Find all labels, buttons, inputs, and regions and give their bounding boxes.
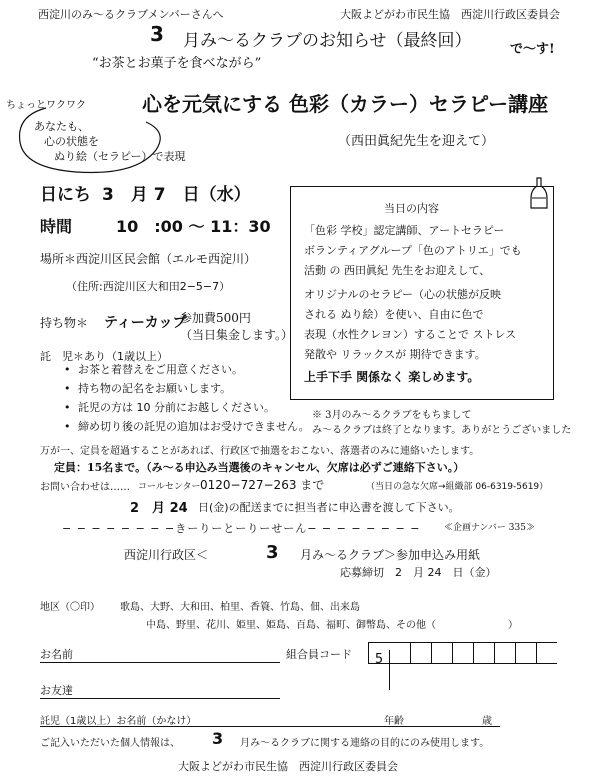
area-options-row-1[interactable]: 歌島、大野、大和田、柏里、香簑、竹島、佃、出来島 [120, 602, 360, 613]
items-value: ティーカップ [104, 315, 187, 331]
side-note-line-4: ぬり絵（セラピー）で表現 [54, 150, 186, 163]
time-label: 時間 [40, 217, 73, 236]
program-line-1: 「色彩 学校」認定講師、アートセラピー [304, 224, 505, 237]
list-item: • 託児の方は 10 分前にお越しください。 [64, 398, 310, 417]
cut-line: − − − − − − − −きーりーとーりーせーん− − − − − − − − [62, 522, 421, 535]
contact-emergency: （当日の急な欠席→組織部 06-6319-5619） [366, 482, 549, 492]
place-line: 場所＊西淀川区民会館（エルモ西淀川） [40, 252, 257, 266]
sender-line: 大阪よどがわ市民生協 西淀川行政区委員会 [340, 8, 560, 21]
final-note-line-1: ※ 3月のみ〜るクラブをもちまして [312, 410, 472, 421]
friend-field[interactable] [40, 698, 280, 699]
side-note-line-1: ちょっとワクワク [6, 100, 86, 111]
name-field[interactable] [40, 662, 280, 663]
program-line-8: 上手下手 関係なく 楽しめます。 [304, 370, 480, 384]
project-number: ≪企画ナンバー 335≫ [444, 523, 535, 533]
address-line: （住所:西淀川区大和田2−5−7） [66, 280, 231, 293]
recipient-line: 西淀川のみ〜るクラブメンバーさんへ [38, 8, 224, 21]
program-line-7: 発散や リラックスが 期待できます。 [304, 348, 486, 361]
program-line-6: 表現（水性クレヨン）することで ストレス [304, 328, 517, 341]
member-code-digit[interactable] [369, 670, 390, 690]
contact-center-label: コールセンター [138, 482, 201, 492]
area-close-paren: ） [508, 620, 518, 631]
age-unit: 歳 [482, 716, 492, 727]
title-month: 3 [150, 22, 164, 46]
program-line-2: ボランティアグループ「色のアトリエ」でも [304, 244, 522, 257]
time-value: 10 :00 〜 11：30 [116, 217, 271, 236]
member-code-digit[interactable] [474, 643, 495, 663]
privacy-pre: ご記入いただいた個人情報は、 [40, 738, 180, 749]
area-label: 地区（〇印） [40, 602, 100, 613]
event-name: 心を元気にする 色彩（カラー）セラピー講座 [142, 92, 549, 116]
member-code-digit[interactable] [432, 643, 453, 663]
final-note-line-2: み〜るクラブは終了となります。ありがとうございました [312, 425, 572, 436]
lottery-notice: 万が一、定員を超過することがあれば、行政区で抽選をおこない、落選者のみに連絡いたします。 [40, 446, 480, 457]
privacy-post: 月み〜るクラブに関する連絡の目的にのみ使用します。 [240, 738, 490, 749]
title-tail: で〜す! [510, 42, 555, 57]
page-title: 月み〜るクラブのお知らせ（最終回） [183, 31, 472, 51]
fee-line-1: 参加費500円 [180, 311, 251, 325]
date-value: 3 月 7 日（水） [102, 185, 251, 205]
list-item: • 締め切り後の託児の追加はお受けできません。 [64, 417, 310, 436]
age-label: 年齢 [384, 716, 404, 727]
member-code-digit[interactable] [495, 643, 516, 663]
bottle-doodle-icon [530, 176, 548, 214]
event-guest: （西田眞紀先生を迎えて） [338, 134, 495, 149]
child-name-field[interactable] [40, 726, 500, 727]
form-title-month: 3 [266, 542, 279, 563]
contact-lead: お問い合わせは…… [40, 482, 130, 493]
program-line-4: オリジナルのセラピー（心の状態が反映 [304, 288, 502, 301]
member-code-label: 組合員コード [286, 648, 352, 661]
event-tagline: “お茶とお菓子を食べながら” [92, 56, 262, 71]
program-heading: 当日の内容 [384, 202, 439, 215]
form-title-post: 月み〜るクラブ＞参加申込み用紙 [300, 548, 481, 562]
deadline-rest: 日(金)の配送までに担当者に申込書を渡して下さい。 [198, 501, 460, 514]
capacity-notice: 定員：15名まで。（み〜る申込み当選後のキャンセル、欠席は必ずご連絡下さい。） [54, 461, 465, 474]
form-title-pre: 西淀川行政区＜ [124, 548, 209, 562]
member-code-digit[interactable] [390, 643, 411, 663]
fee-line-2: （当日集金します。） [180, 328, 294, 342]
items-label: 持ち物＊ [40, 316, 89, 330]
childcare-line: 託 児＊あり（1歳以上） [40, 350, 168, 363]
member-code-digit[interactable] [453, 643, 474, 663]
deadline-day: 2 月 24 [130, 501, 188, 516]
date-label: 日にち [40, 185, 91, 205]
program-line-3: 活動 の 西田眞紀 先生をお迎えして、 [304, 264, 491, 277]
area-options-row-2[interactable]: 中島、野里、花川、姫里、姫島、百島、福町、御幣島、その他（ [146, 620, 436, 631]
privacy-month: 3 [212, 729, 224, 748]
list-item: • お茶と着替えをご用意ください。 [64, 360, 310, 379]
childcare-notes [64, 360, 310, 436]
footer-org: 大阪よどがわ市民生協 西淀川行政区委員会 [178, 760, 398, 773]
program-line-5: される ぬり絵）を使い、自由に色で [304, 308, 484, 321]
member-code-digit: 5 [369, 650, 390, 670]
side-note-line-3: 心の状態を [44, 135, 99, 148]
member-code-digit[interactable] [516, 643, 537, 663]
contact-phone: 0120−727−263 まで [200, 478, 325, 492]
name-label: お名前 [40, 648, 73, 661]
member-code-digit[interactable] [411, 643, 432, 663]
side-note-line-2: あなたも、 [34, 120, 89, 133]
list-item: • 持ち物の記名をお願いします。 [64, 379, 310, 398]
form-deadline: 応募締切 2 月 24 日（金） [340, 566, 497, 579]
friend-label: お友達 [40, 684, 73, 697]
child-name-label: 託児（1歳以上）お名前（かなけ） [40, 716, 197, 727]
member-code-field[interactable] [368, 642, 557, 667]
